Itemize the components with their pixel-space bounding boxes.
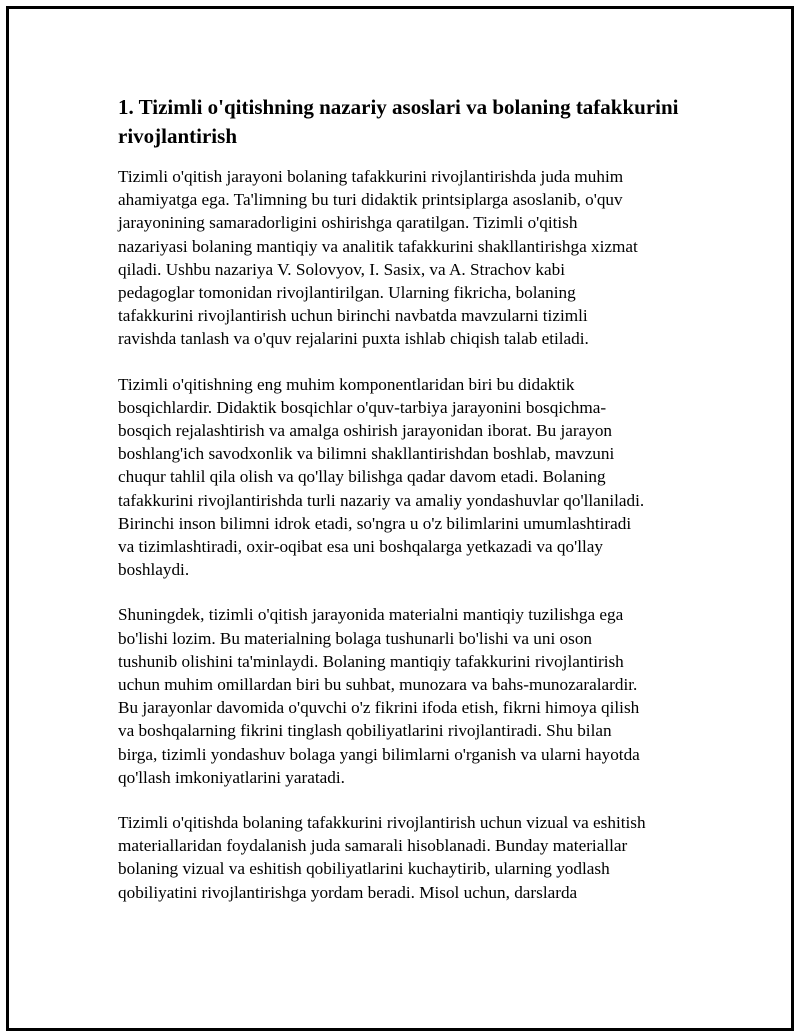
- paragraph-3: Shuningdek, tizimli o'qitish jarayonida materialni mantiqiy tuzilishga ega bo'lishi lozim. Bu materialning bolaga tushunarli bo'lishi va uni oson tushunib olishini ta'minlaydi. Bolaning mantiqiy tafakkurini rivojlantirish uchun muhim omillardan biri bu suhbat, munozara va bahs-munozaralardir. Bu jarayonlar davomida o'quvchi o'z fikrini ifoda etish, fikrni himoya qilish va boshqalarning fikrini tinglash qobiliyatlarini rivojlantiradi. Shu bilan birga, tizimli yondashuv bolaga yangi bilimlarni o'rganish va ularni hayotda qo'llash imkoniyatlarini yaratadi.: [118, 605, 640, 787]
- paragraph-1: Tizimli o'qitish jarayoni bolaning tafakkurini rivojlantirishda juda muhim ahamiyatga ega. Ta'limning bu turi didaktik printsiplarga asoslanib, o'quv jarayonining samaradorligini oshirishga qaratilgan. Tizimli o'qitish nazariyasi bolaning mantiqiy va analitik tafakkurini shakllantirishga xizmat qiladi. Ushbu nazariya V. Solovyov, I. Sasix, va A. Strachov kabi pedagoglar tomonidan rivojlantirilgan. Ularning fikricha, bolaning tafakkurini rivojlantirish uchun birinchi navbatda mavzularni tizimli ravishda tanlash va o'quv rejalarini puxta ishlab chiqish talab etiladi.: [118, 167, 638, 349]
- paragraph-4: Tizimli o'qitishda bolaning tafakkurini rivojlantirish uchun vizual va eshitish materiallaridan foydalanish juda samarali hisoblanadi. Bunday materiallar bolaning vizual va eshitish qobiliyatlarini kuchaytirib, ularning yodlash qobiliyatini rivojlantirishga yordam beradi. Misol uchun, darslarda: [118, 813, 646, 902]
- document-body: [118, 93, 698, 926]
- paragraph-2: Tizimli o'qitishning eng muhim komponentlaridan biri bu didaktik bosqichlardir. Didaktik bosqichlar o'quv-tarbiya jarayonini bosqichma- bosqich rejalashtirish va amalga oshirish jarayonidan iborat. Bu jarayon boshlang'ich savodxonlik va bilimni shakllantirishdan boshlab, mavzuni chuqur tahlil qila olish va qo'llay bilishga qadar davom etadi. Bolaning tafakkurini rivojlantirishda turli nazariy va amaliy yondashuvlar qo'llaniladi. Birinchi inson bilimni idrok etadi, so'ngra u o'z bilimlarini umumlashtiradi va tizimlashtiradi, oxir-oqibat esa uni boshqalarga yetkazadi va qo'llay boshlaydi.: [118, 374, 645, 580]
- section-heading: 1. Tizimli o'qitishning nazariy asoslari va bolaning tafakkurini rivojlantirish: [118, 95, 679, 148]
